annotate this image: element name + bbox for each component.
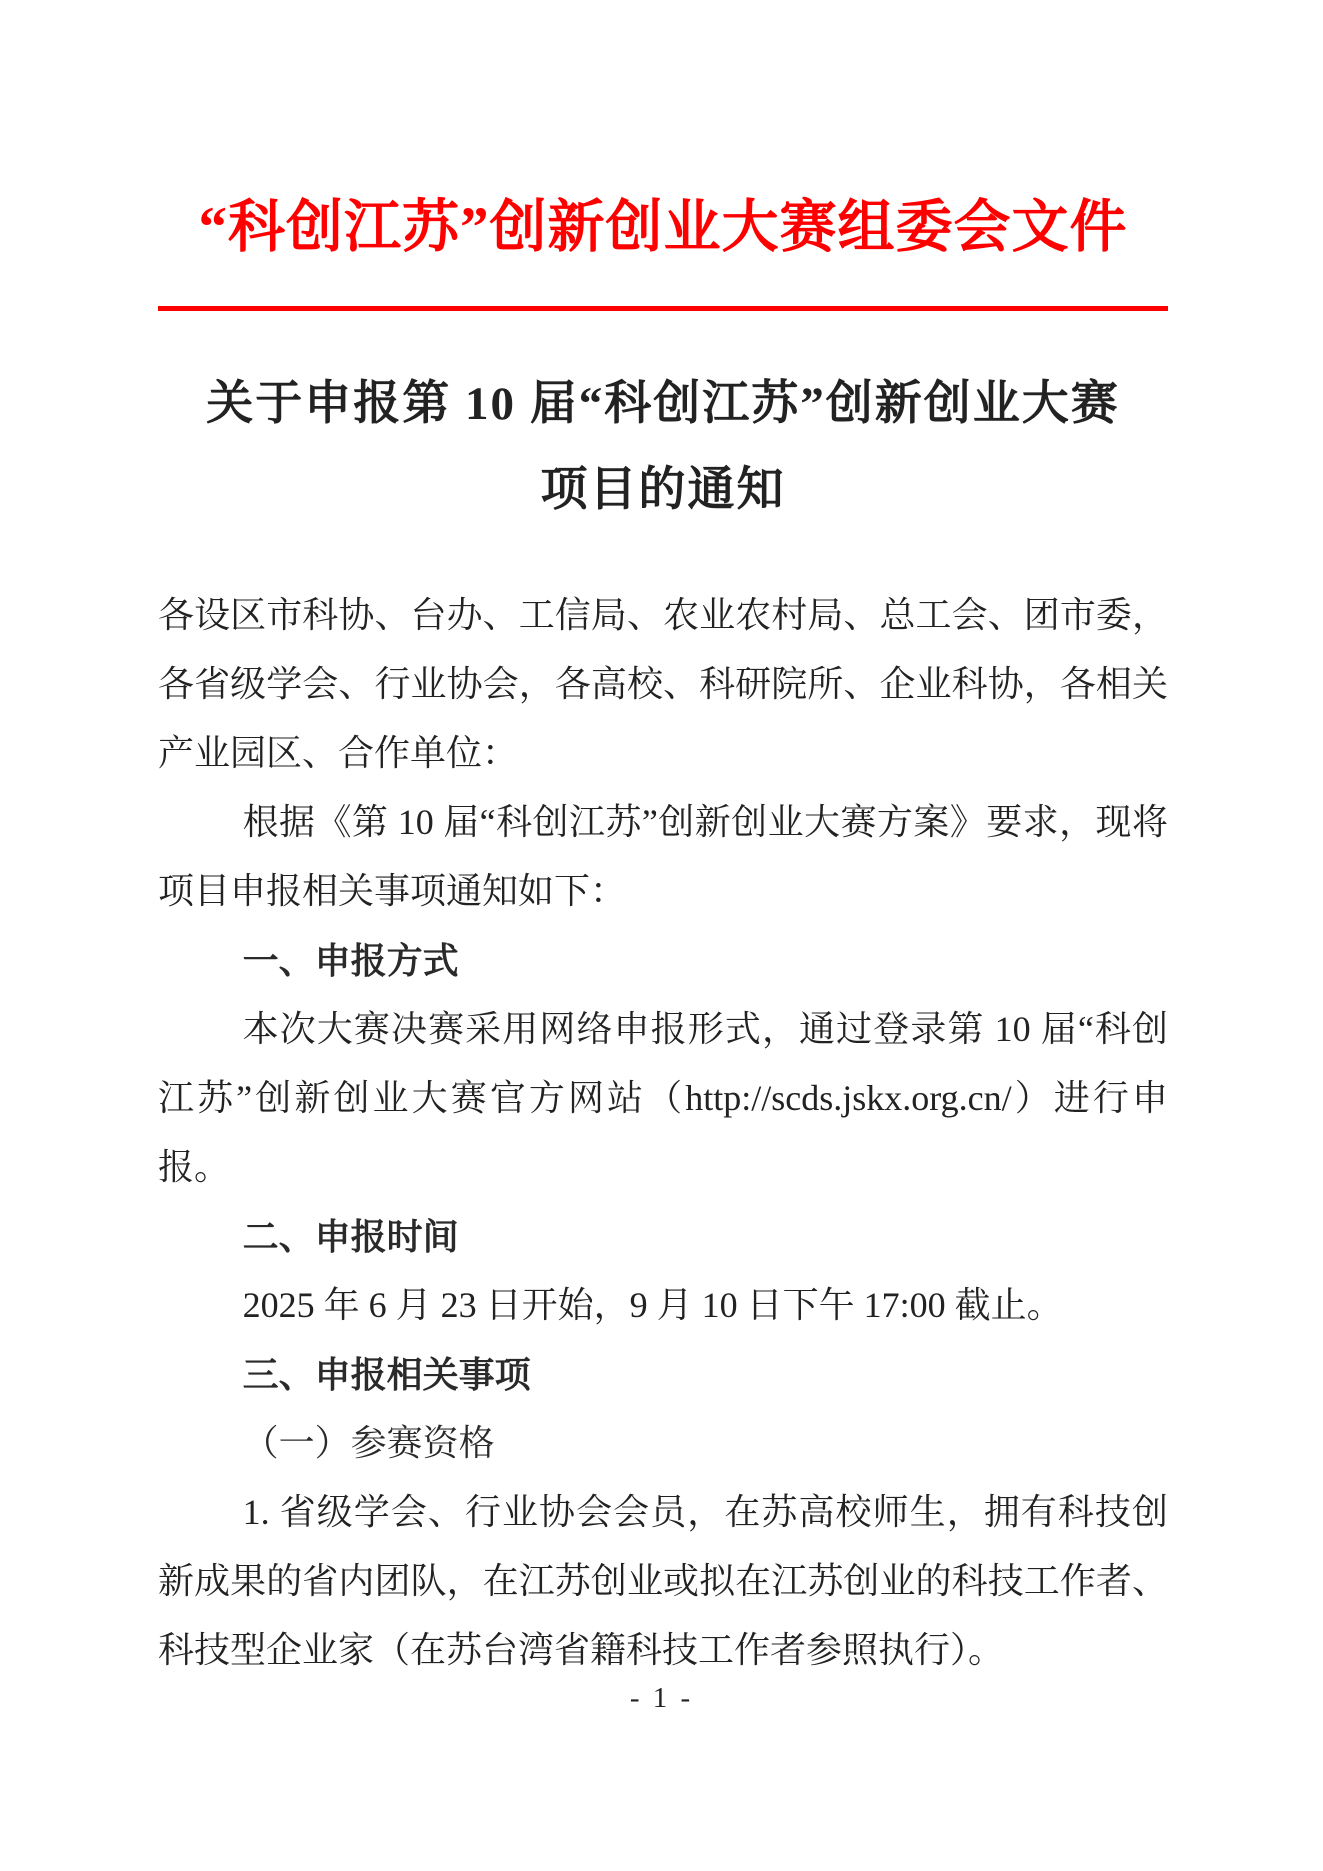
salutation-paragraph: 各设区市科协、台办、工信局、农业农村局、总工会、团市委，各省级学会、行业协会，各高校、科研院所、企业科协，各相关产业园区、合作单位： (158, 595, 1168, 773)
page-number: - 1 - (629, 1682, 694, 1714)
letterhead-red-divider (158, 306, 1168, 311)
document-title (158, 361, 1168, 533)
intro-paragraph: 根据《第 10 届“科创江苏”创新创业大赛方案》要求，现将项目申报相关事项通知如下： (158, 802, 1168, 911)
document-body (158, 581, 1168, 1685)
section-3-heading: 三、申报相关事项 (242, 1354, 531, 1395)
section-1-paragraph: 本次大赛决赛采用网络申报形式，通过登录第 10 届“科创江苏”创新创业大赛官方网站（http://scds.jskx.org.cn/）进行申报。 (158, 1009, 1168, 1187)
section-2-heading: 二、申报时间 (242, 1216, 459, 1257)
subsection-1-heading: （一）参赛资格 (242, 1423, 495, 1463)
section-2-paragraph: 2025 年 6 月 23 日开始，9 月 10 日下午 17:00 截止。 (242, 1285, 1063, 1325)
document-title-line-1: 关于申报第 10 届“科创江苏”创新创业大赛 (206, 378, 1120, 430)
letterhead-org-title: “科创江苏”创新创业大赛组委会文件 (198, 196, 1128, 259)
section-1-heading: 一、申报方式 (242, 940, 459, 981)
eligibility-item-1: 1. 省级学会、行业协会会员，在苏高校师生，拥有科技创新成果的省内团队，在江苏创业或拟在江苏创业的科技工作者、科技型企业家（在苏台湾省籍科技工作者参照执行）。 (158, 1492, 1168, 1670)
document-title-line-2: 项目的通知 (540, 464, 786, 516)
